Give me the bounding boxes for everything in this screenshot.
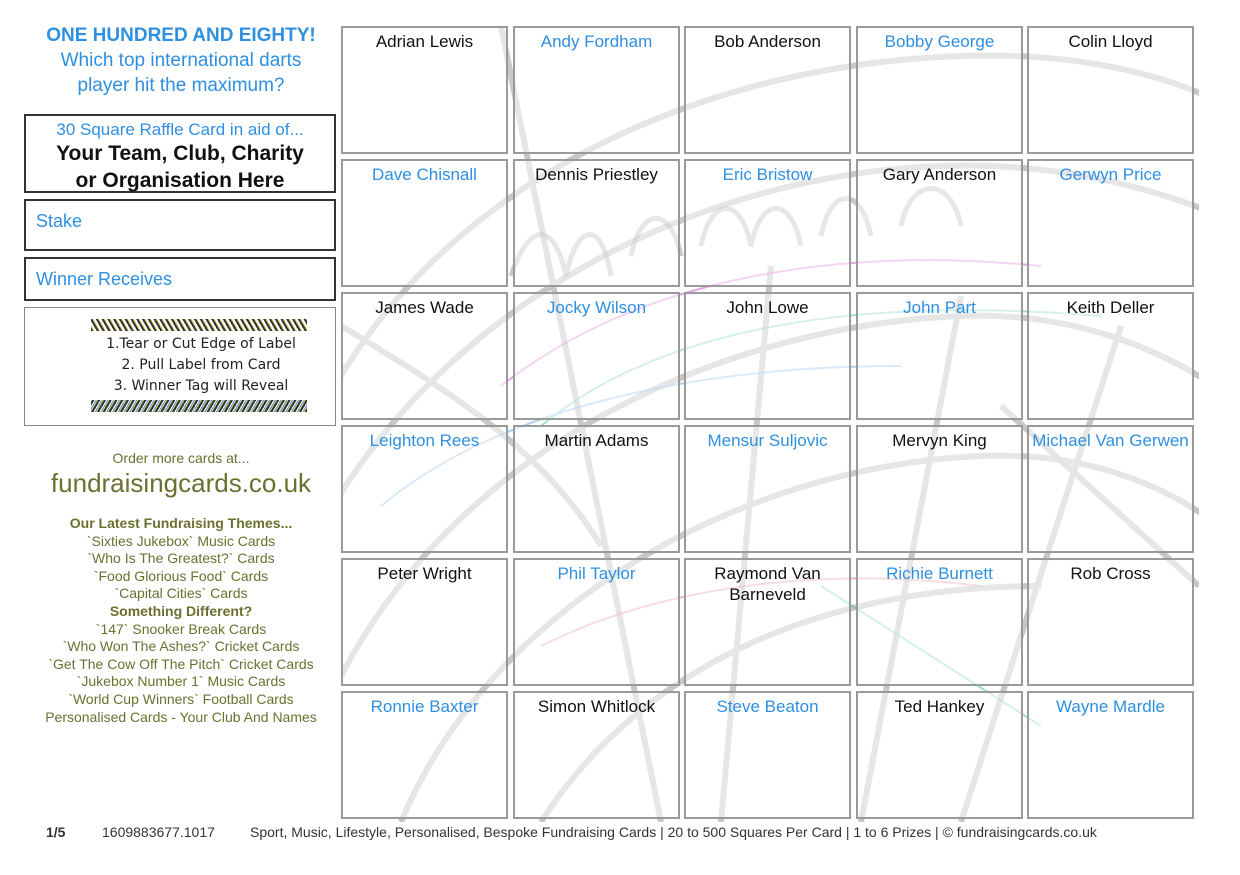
player-name: Adrian Lewis (375, 32, 474, 51)
player-name: Simon Whitlock (537, 697, 656, 716)
card-header (22, 24, 340, 98)
player-name: Mervyn King (892, 431, 987, 450)
player-name: Bob Anderson (714, 32, 821, 51)
theme-item: `147` Snooker Break Cards (95, 620, 267, 637)
player-name: Peter Wright (377, 564, 472, 583)
raffle-line: 30 Square Raffle Card in aid of... (56, 120, 304, 139)
theme-item: `Food Glorious Food` Cards (93, 567, 269, 584)
theme-item: `Who Won The Ashes?` Cricket Cards (62, 638, 300, 655)
winner-receives-label: Winner Receives (36, 269, 173, 289)
player-name: Eric Bristow (722, 165, 813, 184)
player-name: John Part (903, 298, 976, 317)
player-name: Dennis Priestley (535, 165, 658, 184)
themes-list (22, 515, 340, 726)
raffle-square[interactable] (684, 292, 851, 420)
player-name: Gerwyn Price (1059, 165, 1162, 184)
player-name: James Wade (375, 298, 474, 317)
player-name: Andy Fordham (540, 32, 653, 51)
player-name: Martin Adams (544, 431, 649, 450)
player-name: Bobby George (884, 32, 995, 51)
raffle-square[interactable] (1027, 159, 1194, 287)
raffle-square[interactable] (1027, 558, 1194, 686)
order-label: Order more cards at... (112, 450, 250, 466)
player-name: Jocky Wilson (546, 298, 647, 317)
raffle-square[interactable] (513, 691, 680, 819)
raffle-square[interactable] (856, 26, 1023, 154)
website-link[interactable]: fundraisingcards.co.uk (50, 468, 312, 498)
raffle-squares-grid (341, 26, 1199, 822)
theme-item: `Who Is The Greatest?` Cards (87, 550, 275, 567)
player-name: Michael Van Gerwen (1032, 431, 1189, 450)
raffle-square[interactable] (1027, 26, 1194, 154)
raffle-square[interactable] (856, 558, 1023, 686)
raffle-square[interactable] (684, 425, 851, 553)
raffle-square[interactable] (684, 159, 851, 287)
raffle-square[interactable] (513, 558, 680, 686)
player-name: Ted Hankey (894, 697, 985, 716)
page-number: 1/5 (46, 824, 66, 840)
card-question-line-1: Which top international darts (60, 50, 302, 71)
player-name: Gary Anderson (882, 165, 997, 184)
raffle-square[interactable] (856, 159, 1023, 287)
player-name: Raymond Van Barneveld (714, 564, 821, 604)
order-section (22, 450, 340, 499)
raffle-square[interactable] (1027, 292, 1194, 420)
tear-edge-stripe-bottom (91, 400, 307, 412)
organisation-line-1: Your Team, Club, Charity (56, 142, 304, 165)
raffle-square[interactable] (856, 691, 1023, 819)
raffle-square[interactable] (513, 26, 680, 154)
instructions-box (24, 307, 336, 426)
raffle-square[interactable] (341, 26, 508, 154)
raffle-square[interactable] (513, 425, 680, 553)
raffle-square[interactable] (856, 425, 1023, 553)
player-name: Leighton Rees (369, 431, 480, 450)
tear-edge-stripe-top (91, 319, 307, 331)
organisation-line-2: or Organisation Here (75, 169, 285, 192)
raffle-box (24, 114, 336, 193)
player-name: John Lowe (726, 298, 809, 317)
player-name: Wayne Mardle (1056, 697, 1165, 716)
theme-item: `Jukebox Number 1` Music Cards (76, 673, 286, 690)
player-name: Dave Chisnall (372, 165, 477, 184)
instruction-3: 3. Winner Tag will Reveal (113, 378, 289, 394)
raffle-square[interactable] (684, 691, 851, 819)
theme-item: `Capital Cities` Cards (114, 585, 248, 602)
themes-heading: Our Latest Fundraising Themes... (69, 515, 293, 531)
footer (0, 824, 1240, 844)
player-name: Mensur Suljovic (707, 431, 828, 450)
themes-heading-2: Something Different? (109, 602, 253, 619)
raffle-square[interactable] (341, 558, 508, 686)
raffle-square[interactable] (856, 292, 1023, 420)
theme-item: Personalised Cards - Your Club And Names (45, 708, 317, 725)
theme-item: `Get The Cow Off The Pitch` Cricket Cards (48, 655, 314, 672)
card-question-line-2: player hit the maximum? (77, 75, 285, 96)
player-name: Rob Cross (1070, 564, 1151, 583)
raffle-square[interactable] (513, 159, 680, 287)
raffle-square[interactable] (341, 425, 508, 553)
theme-item: `World Cup Winners` Football Cards (68, 690, 294, 707)
winner-receives-field (24, 257, 336, 301)
raffle-square[interactable] (684, 26, 851, 154)
raffle-square[interactable] (341, 292, 508, 420)
instruction-1: 1.Tear or Cut Edge of Label (106, 336, 296, 352)
raffle-square[interactable] (1027, 691, 1194, 819)
raffle-square[interactable] (513, 292, 680, 420)
player-name: Richie Burnett (886, 564, 993, 583)
serial-number: 1609883677.1017 (102, 824, 215, 840)
stake-label: Stake (36, 211, 83, 231)
player-name: Phil Taylor (557, 564, 636, 583)
card-title: ONE HUNDRED AND EIGHTY! (46, 25, 316, 46)
raffle-square[interactable] (684, 558, 851, 686)
raffle-square[interactable] (1027, 425, 1194, 553)
stake-field (24, 199, 336, 251)
footer-tagline: Sport, Music, Lifestyle, Personalised, Bespoke Fundraising Cards | 20 to 500 Squares Per Card | 1 to 6 Prizes | © fundraisingcards.co.uk (250, 824, 1097, 840)
player-name: Ronnie Baxter (370, 697, 479, 716)
player-name: Steve Beaton (716, 697, 819, 716)
raffle-square[interactable] (341, 691, 508, 819)
player-name: Keith Deller (1066, 298, 1155, 317)
instruction-2: 2. Pull Label from Card (121, 357, 281, 373)
theme-item: `Sixties Jukebox` Music Cards (86, 532, 276, 549)
raffle-square[interactable] (341, 159, 508, 287)
player-name: Colin Lloyd (1068, 32, 1153, 51)
